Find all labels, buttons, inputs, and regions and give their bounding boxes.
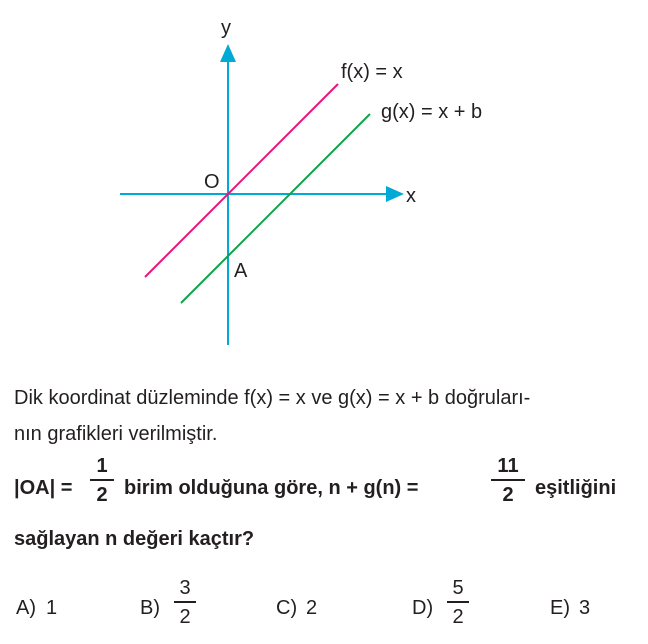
fraction-2-denominator: 2 [502,484,514,506]
option-d-fraction [447,578,469,627]
f-line-label: f(x) = x [341,61,403,83]
point-a-label: A [234,260,248,282]
fraction-1-numerator: 1 [96,455,108,477]
g-line [181,114,370,303]
condition-left: |OA| = [14,477,73,499]
option-e-label: E) [550,597,570,619]
question-line-4: sağlayan n değeri kaçtır? [14,528,255,550]
question-line-1: Dik koordinat düzleminde f(x) = x ve g(x) = x + b doğruları- [14,387,531,409]
option-b-denominator: 2 [179,605,191,628]
option-c-label: C) [276,597,298,619]
f-line [145,84,338,277]
condition-right: eşitliğini [535,477,617,499]
condition-middle: birim olduğuna göre, n + g(n) = [124,477,419,499]
option-b-fraction [174,578,196,627]
option-b-label: B) [140,597,160,619]
x-axis-label: x [406,185,416,207]
x-axis-arrow-icon [386,186,404,202]
option-c-value: 2 [306,597,318,619]
condition-fraction-1 [90,456,114,505]
origin-label: O [204,171,220,193]
question-line-2: nın grafikleri verilmiştir. [14,423,218,445]
fraction-1-denominator: 2 [96,484,108,506]
option-d-numerator: 5 [452,577,464,599]
option-a-value: 1 [46,597,58,619]
option-d-denominator: 2 [452,605,464,628]
option-e-value: 3 [579,597,591,619]
condition-fraction-2 [491,456,525,505]
y-axis-arrow-icon [220,44,236,62]
fraction-2-numerator: 11 [497,455,519,477]
y-axis-label: y [221,17,231,39]
option-d-label: D) [412,597,434,619]
option-a-label: A) [16,597,36,619]
g-line-label: g(x) = x + b [381,101,483,123]
option-b-numerator: 3 [179,577,191,599]
